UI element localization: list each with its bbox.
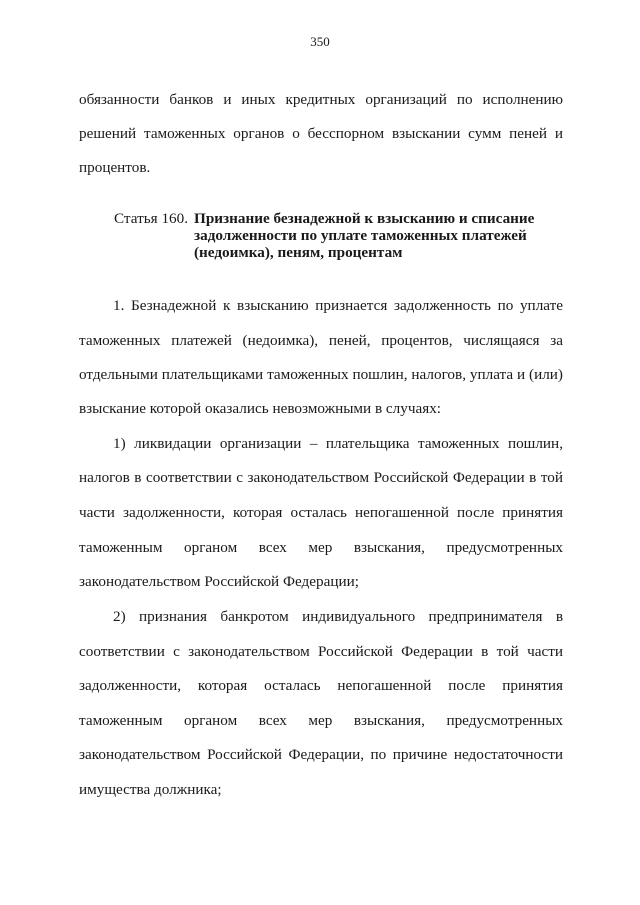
page-number: 350 xyxy=(310,34,330,49)
paragraph-line: отдельными плательщиками таможенных пошлин, налогов, уплата и (или) xyxy=(79,366,563,383)
intro-line: решений таможенных органов о бесспорном взыскании сумм пеней и xyxy=(79,125,563,142)
list-item-line: таможенным органом всех мер взыскания, предусмотренных xyxy=(79,539,563,556)
list-item-line: имущества должника; xyxy=(79,781,222,798)
article-title-line: задолженности по уплате таможенных платежей xyxy=(194,227,527,244)
list-item-line: соответствии с законодательством Российской Федерации в той части xyxy=(79,643,563,660)
article-title-line: Признание безнадежной к взысканию и списание xyxy=(194,210,535,227)
article-title-line: (недоимка), пеням, процентам xyxy=(194,244,403,261)
list-item-line: таможенным органом всех мер взыскания, предусмотренных xyxy=(79,712,563,729)
list-item-line: 1) ликвидации организации – плательщика таможенных пошлин, xyxy=(113,435,563,452)
list-item-line: задолженности, которая осталась непогашенной после принятия xyxy=(79,677,563,694)
intro-line: процентов. xyxy=(79,159,151,176)
list-item-line: 2) признания банкротом индивидуального предпринимателя в xyxy=(113,608,563,625)
list-item-line: законодательством Российской Федерации; xyxy=(79,573,359,590)
paragraph-line: таможенных платежей (недоимка), пеней, процентов, числящаяся за xyxy=(79,332,563,349)
paragraph-line: взыскание которой оказались невозможными в случаях: xyxy=(79,400,442,417)
intro-line: обязанности банков и иных кредитных организаций по исполнению xyxy=(79,91,563,108)
list-item-line: законодательством Российской Федерации, по причине недостаточности xyxy=(79,746,563,763)
list-item-line: налогов в соответствии с законодательством Российской Федерации в той xyxy=(79,469,563,486)
article-label: Статья 160. xyxy=(114,210,189,227)
list-item-line: части задолженности, которая осталась непогашенной после принятия xyxy=(79,504,563,521)
paragraph-line: 1. Безнадежной к взысканию признается задолженность по уплате xyxy=(113,297,563,314)
